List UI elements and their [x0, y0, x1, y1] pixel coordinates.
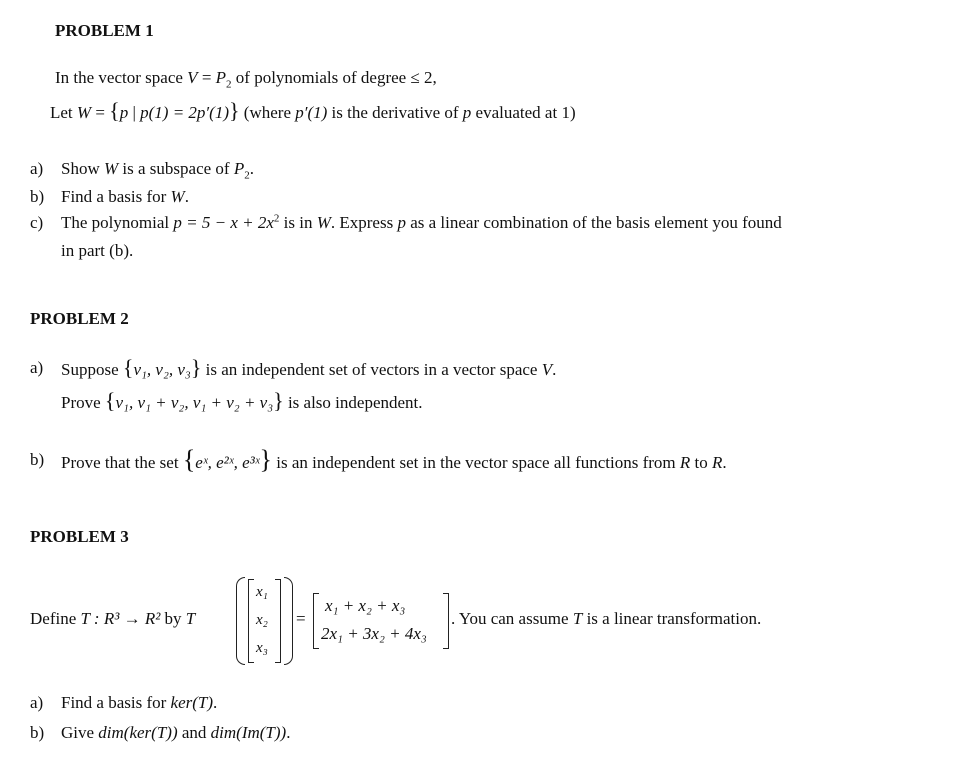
- p1-let-line: Let W = {p | p(1) = 2p′(1)} (where p′(1) is the derivative of p evaluated at 1): [50, 98, 576, 123]
- p2-a-text: Suppose {v₁, v₂, v₃} is an independent set of vectors in a vector space V.: [61, 355, 557, 380]
- problem-3-heading: PROBLEM 3: [30, 527, 129, 546]
- p1-set-bar: |: [128, 103, 141, 122]
- p1-c-W: W: [316, 213, 331, 232]
- p1-intro-V: V: [187, 68, 198, 87]
- p1-b-text: Find a basis for W.: [61, 187, 189, 206]
- p3-paren-right: [284, 577, 293, 665]
- p2-b-label: b): [30, 450, 45, 469]
- p1-b-label: b): [30, 187, 45, 206]
- p1-intro-eq: =: [197, 68, 216, 87]
- p1-c-poly: = 5 − x + 2x: [181, 213, 274, 232]
- p3-map: : R³ → R²: [89, 609, 161, 628]
- p1-c-continuation: in part (b).: [61, 241, 134, 260]
- p3-T: T: [80, 609, 90, 628]
- p3-x2: x₂: [256, 612, 268, 628]
- p3-a-label: a): [30, 693, 44, 712]
- p1-set-p: p: [119, 103, 129, 122]
- p1-a-W: W: [103, 159, 119, 178]
- p1-a-text: Show W is a subspace of $P_2$.: [61, 159, 254, 182]
- p1-b-W: W: [170, 187, 185, 206]
- p1-c-text: The polynomial $p = 5 - x + 2x^2$ is in W. Express p as a linear combination of the basis element you found: [61, 212, 782, 232]
- p1-c-label: c): [30, 213, 44, 232]
- p3-b-label: b): [30, 723, 45, 742]
- p1-pprime: p′(1): [295, 103, 328, 122]
- p1-a-P: P: [233, 159, 245, 178]
- p1-intro-P: P: [215, 68, 227, 87]
- p1-where-p: p: [462, 103, 472, 122]
- p3-result-bracket-right: [443, 593, 449, 649]
- p1-set-condition: p(1) = 2p′(1): [140, 103, 229, 122]
- p3-x1: x₁: [256, 584, 268, 600]
- p1-where: (where: [239, 103, 296, 122]
- p1-c-p: p: [397, 213, 406, 232]
- p1-intro-text: In the vector space: [55, 68, 188, 87]
- p1-intro-line: [55, 68, 437, 91]
- p3-a-ker: ker(T): [170, 693, 214, 712]
- p1-where-b: is the derivative of: [327, 103, 463, 122]
- p3-result-bracket-left: [313, 593, 319, 649]
- p3-paren-left: [236, 577, 245, 665]
- p2-b-set: eˣ, e²ˣ, e³ˣ: [195, 453, 260, 472]
- p3-vec-bracket-left: [248, 579, 254, 663]
- p3-T2: T: [185, 609, 196, 628]
- p3-x3: x₃: [256, 640, 268, 656]
- p2-b-R2: R: [712, 453, 723, 472]
- p3-row1: x₁ + x₂ + x₃: [325, 596, 406, 615]
- p2-a-set: v₁, v₂, v₃: [133, 360, 191, 379]
- p1-intro-sub: 2: [226, 78, 232, 91]
- p1-W: W: [76, 103, 92, 122]
- p3-assume-T: T: [572, 609, 583, 628]
- p3-b-dim-im: dim(Im(T)): [210, 723, 287, 742]
- problem-1-heading: PROBLEM 1: [55, 21, 154, 40]
- p2-a-label: a): [30, 358, 44, 377]
- p1-where-c: evaluated at 1): [471, 103, 576, 122]
- p1-c-poly-p: p: [173, 213, 182, 232]
- p3-b-dim-ker: dim(ker(T)): [98, 723, 178, 742]
- p3-assume-text: . You can assume T is a linear transformation.: [451, 609, 762, 628]
- p1-a-label: a): [30, 159, 44, 178]
- p2-prove-text: Prove {v₁, v₁ + v₂, v₁ + v₂ + v₃} is also independent.: [61, 388, 423, 413]
- p3-vec-bracket-right: [275, 579, 281, 663]
- p1-intro-text-b: of polynomials of degree ≤ 2,: [231, 68, 437, 87]
- p1-let: Let: [50, 103, 77, 122]
- p3-b-text: Give dim(ker(T)) and dim(Im(T)).: [61, 723, 291, 742]
- p3-define-text: Define T : R³ → R² by T: [30, 609, 196, 628]
- p2-b-R1: R: [679, 453, 691, 472]
- p1-def: =: [91, 103, 110, 122]
- p2-a-V: V: [541, 360, 553, 379]
- p3-equals: =: [296, 609, 306, 628]
- p2-prove-set: v₁, v₁ + v₂, v₁ + v₂ + v₃: [115, 393, 274, 412]
- p3-row2: 2x₁ + 3x₂ + 4x₃: [321, 624, 427, 643]
- p3-a-text: Find a basis for ker(T).: [61, 693, 218, 712]
- problem-2-heading: PROBLEM 2: [30, 309, 129, 328]
- p2-b-text: Prove that the set {eˣ, e²ˣ, e³ˣ} is an independent set in the vector space all functions from R to R.: [61, 445, 727, 474]
